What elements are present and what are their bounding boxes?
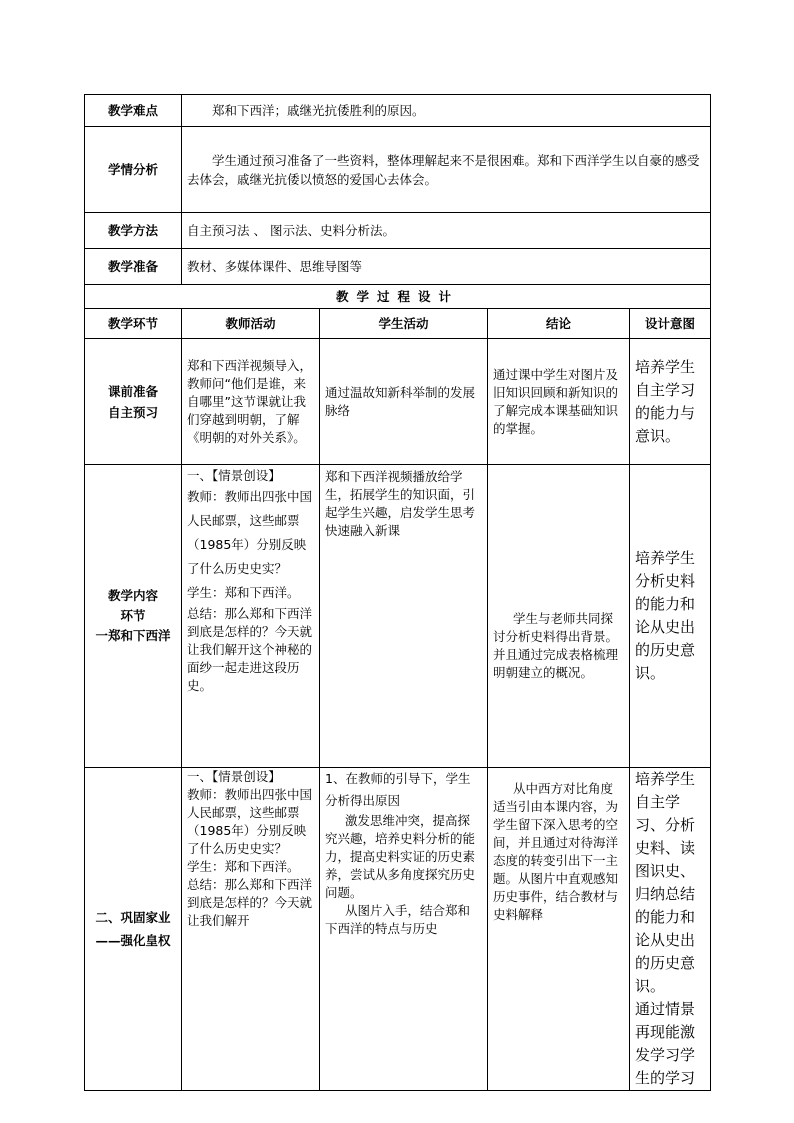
method-label: 教学方法 xyxy=(85,213,182,249)
stage-3-teacher-line-1: 教师：教师出四张中国人民邮票，这些邮票（1985年）分别反映了什么历史史实？ xyxy=(187,787,313,856)
stage-2-student: 郑和下西洋视频播放给学生，拓展学生的知识面，引起学生兴趣，启发学生思考快速融入新课 xyxy=(320,465,488,768)
row-difficulty xyxy=(85,95,711,127)
stage-3-conclusion xyxy=(488,768,630,1091)
stage-1-name: 课前准备 自主预习 xyxy=(85,339,182,465)
stage-2-teacher-heading: 一、【情景创设】 xyxy=(187,468,281,483)
stage-2-teacher-line-1: 教师：教师出四张中国人民邮票，这些邮票（1985年）分别反映了什么历史史实？ xyxy=(187,489,313,576)
stage-3-intent-line-1: 培养学生自主学习、分析史料、读图识史、归纳总结的能力和论从史出的历史意识。 xyxy=(635,770,696,995)
stage-3-conclusion-text: 从中西方对比角度适当引由本课内容，为学生留下深入思考的空间，并且通过对待海洋态度的转变引出下一主题。从图片中直观感知历史事件，结合教材与史料解释 xyxy=(493,781,619,922)
row-headers xyxy=(85,309,711,339)
stage-3-teacher-line-2: 学生：郑和下西洋。 xyxy=(187,859,300,874)
row-method xyxy=(85,213,711,249)
header-student: 学生活动 xyxy=(320,309,488,339)
stage-3-name: 二、巩固家业 ——强化皇权 xyxy=(85,768,182,1091)
method-content: 自主预习法 、 图示法、史料分析法。 xyxy=(182,213,711,249)
stage-3-student-line-1: 1、在教师的引导下，学生分析得出原因 xyxy=(325,771,471,808)
stage-3-student-line-3: 从图片入手，结合郑和下西洋的特点与历史 xyxy=(325,903,471,936)
stage-2-teacher-line-3: 总结：那么郑和下西洋到底是怎样的？今天就让我们解开这个神秘的面纱一起走进这段历史。 xyxy=(187,606,313,693)
stage-2-conclusion xyxy=(488,465,630,768)
stage-1-student: 通过温故知新科举制的发展脉络 xyxy=(320,339,488,465)
stage-1-conclusion: 通过课中学生对图片及旧知识回顾和新知识的了解完成本课基础知识的掌握。 xyxy=(488,339,630,465)
row-process-title xyxy=(85,285,711,309)
row-stage-2 xyxy=(85,465,711,768)
header-teacher: 教师活动 xyxy=(182,309,320,339)
stage-2-intent: 培养学生分析史料的能力和论从史出的历史意识。 xyxy=(630,465,711,768)
process-title: 教学过程设计 xyxy=(85,285,711,309)
analysis-content: 学生通过预习准备了一些资料，整体理解起来不是很困难。郑和下西洋学生以自豪的感受去体会，戚继光抗倭以愤怒的爱国心去体会。 xyxy=(182,127,711,213)
header-stage: 教学环节 xyxy=(85,309,182,339)
stage-3-teacher-line-3: 总结：那么郑和下西洋到底是怎样的？今天就让我们解开 xyxy=(187,877,313,928)
stage-2-name: 教学内容 环节 一郑和下西洋 xyxy=(85,465,182,768)
stage-3-intent xyxy=(630,768,711,1091)
stage-1-teacher: 郑和下西洋视频导入，教师问“他们是谁，来自哪里”这节课就让我们穿越到明朝，了解《明朝的对外关系》。 xyxy=(182,339,320,465)
row-prep xyxy=(85,249,711,285)
header-intent: 设计意图 xyxy=(630,309,711,339)
row-stage-3 xyxy=(85,768,711,1091)
stage-3-student xyxy=(320,768,488,1091)
stage-1-intent: 培养学生自主学习的能力与意识。 xyxy=(630,339,711,465)
stage-2-teacher xyxy=(182,465,320,768)
difficulty-label: 教学难点 xyxy=(85,95,182,127)
stage-3-teacher-heading: 一、【情景创设】 xyxy=(187,769,281,784)
stage-3-student-line-2: 激发思维冲突，提高探究兴趣，培养史料分析的能力，提高史料实证的历史素养，尝试从多角度探究历史问题。 xyxy=(325,813,476,900)
stage-2-teacher-line-2: 学生：郑和下西洋。 xyxy=(187,585,300,600)
lesson-plan-table xyxy=(84,94,711,1091)
difficulty-content: 郑和下西洋；戚继光抗倭胜利的原因。 xyxy=(182,95,711,127)
stage-2-conclusion-text: 学生与老师共同探讨分析史料得出背景。并且通过完成表格梳理明朝建立的概况。 xyxy=(493,611,619,680)
prep-label: 教学准备 xyxy=(85,249,182,285)
analysis-label: 学情分析 xyxy=(85,127,182,213)
header-conclusion: 结论 xyxy=(488,309,630,339)
row-analysis xyxy=(85,127,711,213)
row-stage-1 xyxy=(85,339,711,465)
prep-content: 教材、多媒体课件、思维导图等 xyxy=(182,249,711,285)
stage-3-teacher xyxy=(182,768,320,1091)
stage-3-intent-line-2: 通过情景再现能激发学习学生的学习 xyxy=(635,1000,696,1087)
